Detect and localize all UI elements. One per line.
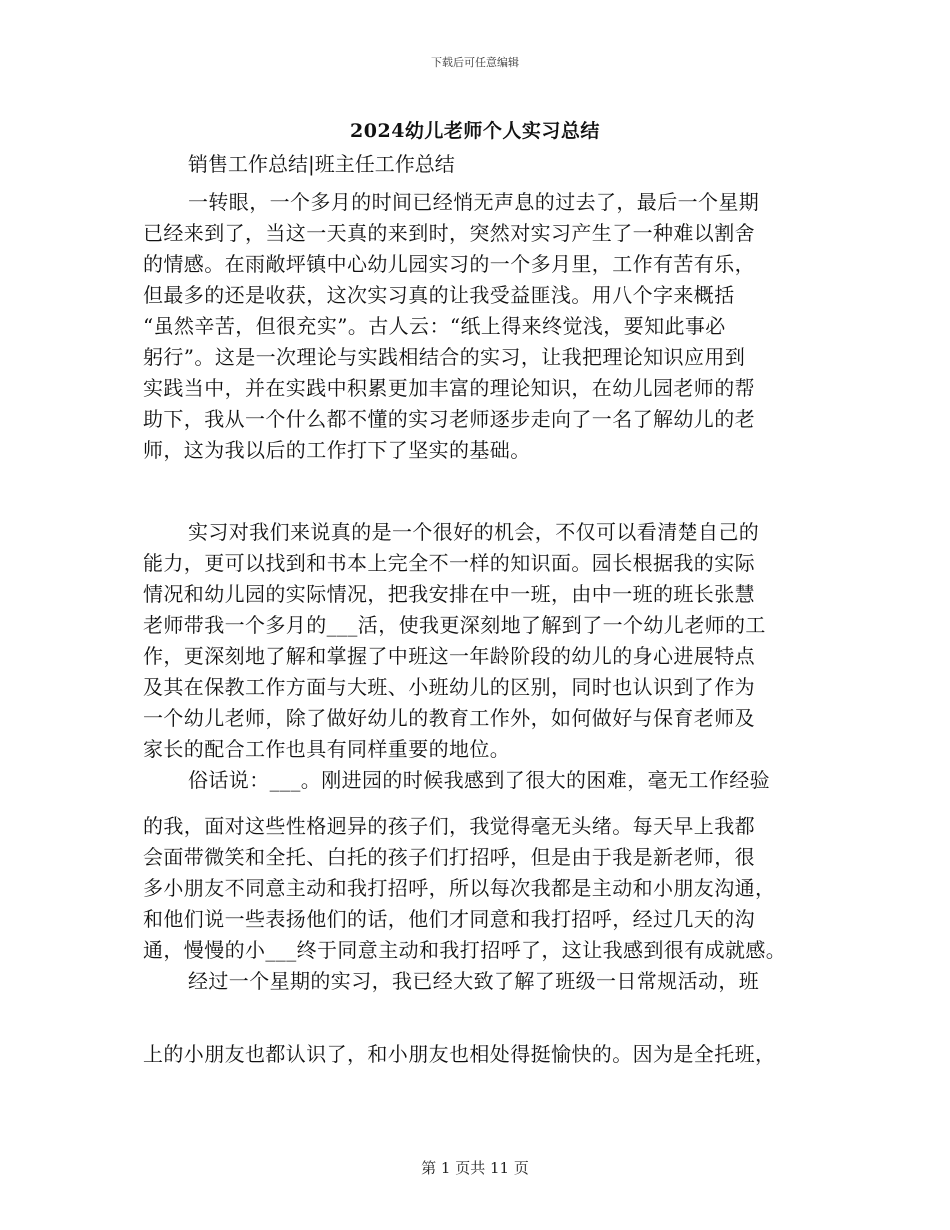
paragraph-line: 经过一个星期的实习，我已经大致了解了班级一日常规活动，班	[188, 969, 760, 993]
page-footer: 第 1 页共 11 页	[421, 1159, 529, 1177]
paragraph-line: 和他们说一些表扬他们的话，他们才同意和我打招呼，经过几天的沟	[143, 907, 755, 931]
paragraph-line: 师，这为我以后的工作打下了坚实的基础。	[143, 438, 531, 462]
paragraph-line: 一个幼儿老师，除了做好幼儿的教育工作外，如何做好与保育老师及	[143, 706, 755, 730]
paragraph-line: 上的小朋友也都认识了，和小朋友也相处得挺愉快的。因为是全托班，	[143, 1042, 776, 1066]
paragraph-line: 作，更深刻地了解和掌握了中班这一年龄阶段的幼儿的身心进展特点	[143, 644, 755, 668]
paragraph-line: 实践当中，并在实践中积累更加丰富的理论知识，在幼儿园老师的帮	[143, 376, 755, 400]
paragraph-line: 会面带微笑和全托、白托的孩子们打招呼，但是由于我是新老师，很	[143, 845, 755, 869]
paragraph-line: 家长的配合工作也具有同样重要的地位。	[143, 737, 511, 761]
paragraph-line: 的情感。在雨敞坪镇中心幼儿园实习的一个多月里，工作有苦有乐，	[143, 252, 755, 276]
paragraph-line: 及其在保教工作方面与大班、小班幼儿的区别，同时也认识到了作为	[143, 675, 755, 699]
document-subtitle: 销售工作总结|班主任工作总结	[188, 152, 455, 176]
paragraph-line: 能力，更可以找到和书本上完全不一样的知识面。园长根据我的实际	[143, 551, 755, 575]
paragraph-line: 助下，我从一个什么都不懂的实习老师逐步走向了一名了解幼儿的老	[143, 407, 755, 431]
document-title: 2024幼儿老师个人实习总结	[350, 120, 600, 142]
paragraph-line: 躬行”。这是一次理论与实践相结合的实习，让我把理论知识应用到	[143, 345, 746, 369]
paragraph-line: 情况和幼儿园的实际情况，把我安排在中一班，由中一班的班长张慧	[143, 582, 755, 606]
paragraph-line: 通，慢慢的小___终于同意主动和我打招呼了，这让我感到很有成就感。	[143, 938, 787, 962]
paragraph-line: 多小朋友不同意主动和我打招呼，所以每次我都是主动和小朋友沟通，	[143, 876, 776, 900]
paragraph-line: 已经来到了，当这一天真的来到时，突然对实习产生了一种难以割舍	[143, 221, 755, 245]
paragraph-line: “虽然辛苦，但很充实”。古人云：“纸上得来终觉浅，要知此事必	[143, 314, 726, 338]
page-header-note: 下载后可任意编辑	[431, 56, 519, 69]
paragraph-line: 老师带我一个多月的___活，使我更深刻地了解到了一个幼儿老师的工	[143, 613, 766, 637]
paragraph-line: 的我，面对这些性格迥异的孩子们，我觉得毫无头绪。每天早上我都	[143, 814, 755, 838]
paragraph-line: 一转眼，一个多月的时间已经悄无声息的过去了，最后一个星期	[188, 190, 760, 214]
paragraph-line: 但最多的还是收获，这次实习真的让我受益匪浅。用八个字来概括	[143, 283, 735, 307]
paragraph-line: 实习对我们来说真的是一个很好的机会，不仅可以看清楚自己的	[188, 520, 760, 544]
paragraph-line: 俗话说：___。刚进园的时候我感到了很大的困难，毫无工作经验	[188, 768, 770, 792]
